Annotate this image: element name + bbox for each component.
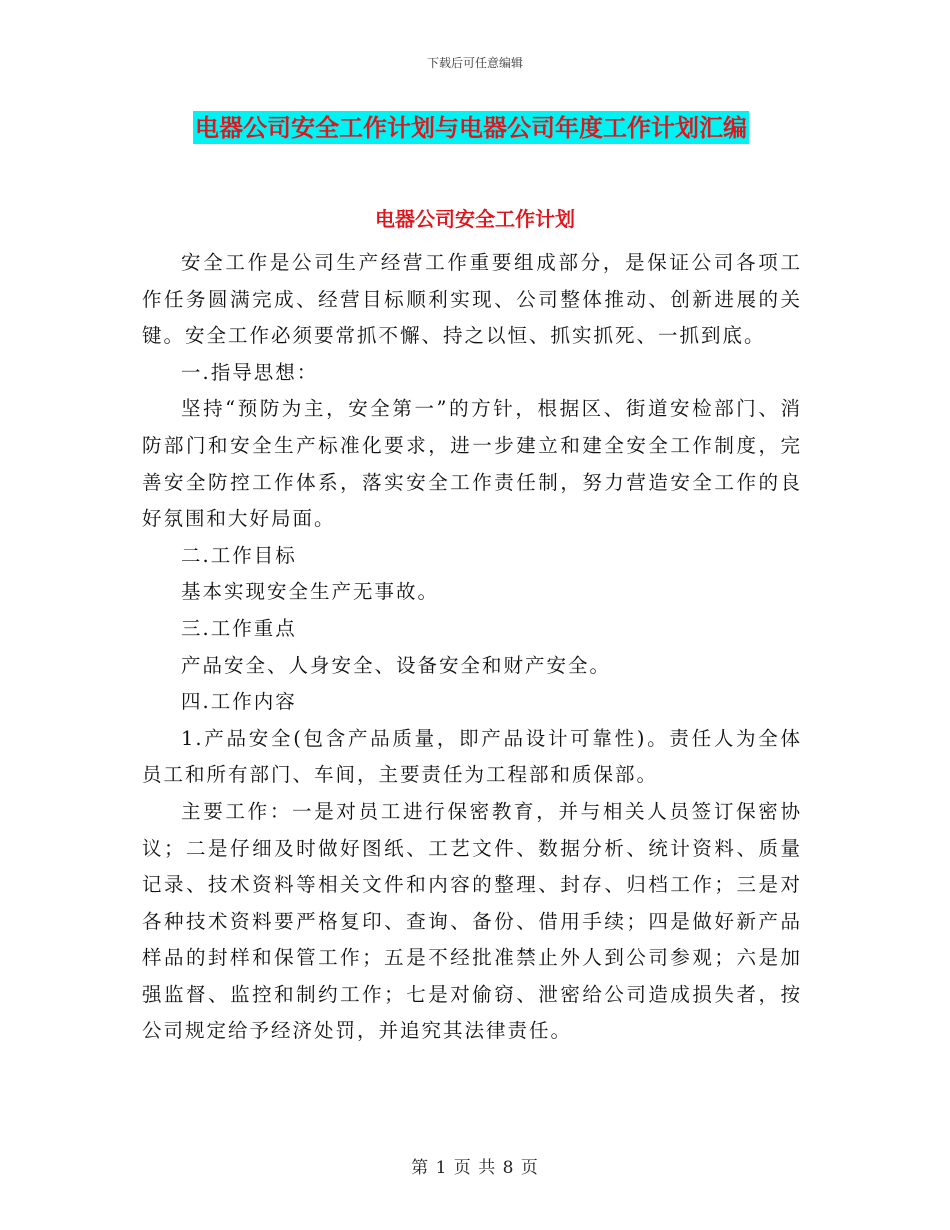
heading-guiding-ideology: 一.指导思想： — [181, 360, 319, 384]
page-footer: 第 1 页 共 8 页 — [411, 1158, 539, 1178]
document-title: 电器公司安全工作计划与电器公司年度工作计划汇编 — [195, 113, 747, 142]
header-note: 下载后可任意编辑 — [426, 56, 523, 70]
paragraph-work-goal: 基本实现安全生产无事故。 — [181, 580, 440, 604]
paragraph-product-safety: 1.产品安全(包含产品质量，即产品设计可靠性)。责任人为全体员工和所有部门、车间，主要责任为工程部和质保部。 — [142, 726, 802, 787]
section-title: 电器公司安全工作计划 — [375, 207, 575, 231]
document-body — [142, 245, 802, 1050]
paragraph-intro: 安全工作是公司生产经营工作重要组成部分，是保证公司各项工作任务圆满完成、经营目标顺利实现、公司整体推动、创新进展的关键。安全工作必须要常抓不懈、持之以恒、抓实抓死、一抓到底。 — [142, 251, 802, 348]
heading-work-content: 四.工作内容 — [181, 690, 297, 714]
heading-work-focus: 三.工作重点 — [181, 616, 297, 640]
paragraph-guiding-ideology: 坚持“预防为主，安全第一”的方针，根据区、街道安检部门、消防部门和安全生产标准化要求，进一步建立和建全安全工作制度，完善安全防控工作体系，落实安全工作责任制，努力营造安全工作的良好氛围和大好局面。 — [142, 397, 802, 531]
paragraph-main-work: 主要工作：一是对员工进行保密教育，并与相关人员签订保密协议；二是仔细及时做好图纸、工艺文件、数据分析、统计资料、质量记录、技术资料等相关文件和内容的整理、封存、归档工作；三是对各种技术资料要严格复印、查询、备份、借用手续；四是做好新产品样品的封样和保管工作；五是不经批准禁止外人到公司参观；六是加强监督、监控和制约工作；七是对偷窃、泄密给公司造成损失者，按公司规定给予经济处罚，并追究其法律责任。 — [142, 799, 802, 1043]
heading-work-goal: 二.工作目标 — [181, 543, 297, 567]
paragraph-work-focus: 产品安全、人身安全、设备安全和财产安全。 — [181, 653, 612, 677]
